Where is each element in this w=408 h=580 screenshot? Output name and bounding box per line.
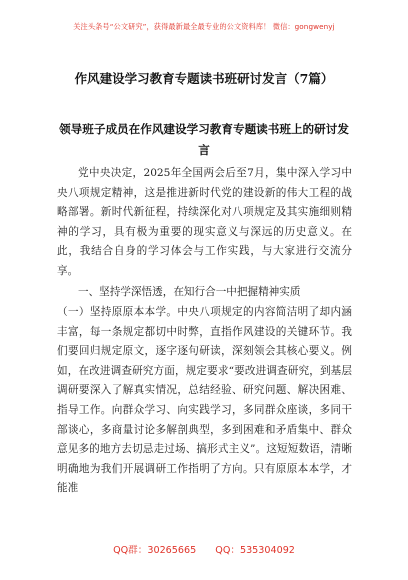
section-title: 领导班子成员在作风建设学习教育专题读书班上的研讨发言: [59, 122, 349, 157]
document-title: 作风建设学习教育专题读书班研讨发言（7篇）: [74, 71, 334, 86]
body-paragraph-intro: 党中央决定，2025年全国两会后至7月，集中深入学习中央八项规定精神，这是推进新时代党的建设新的伟大工程的战略部署。新时代新征程，持续深化对八项规定及其实施细则精神的学习，具有极为重要的现实意义与深远的历史意义。在此，我结合自身的学习体会与工作实践，与大家进行交流分享。: [57, 167, 352, 277]
header-banner: 关注头条号“公文研究”，获得最新最全最专业的公文资料库！ 微信：gongwenyj: [73, 22, 335, 31]
body-paragraph-study: （一）坚持原原本本学。中央八项规定的内容简洁明了却内涵丰富，每一条规定都切中时弊，直指作风建设的关键环节。我们要回归规定原文，逐字逐句研读，深刻领会其核心要义。例如，在改进调查研究方面，规定要求“要改进调查研究，到基层调研要深入了解真实情况，总结经验、研究问题、解决困难、指导工作。向群众学习、向实践学习，多同群众座谈，多同干部谈心，多商量讨论多解剖典型，多到困难和矛盾集中、群众意见多的地方去切忌走过场、搞形式主义”。这短短数语，清晰明确地为我们开展调研工作指明了方向。只有原原本本学，才能准: [57, 306, 352, 495]
footer-qq: QQ：535304092: [215, 545, 295, 556]
body-heading-one: 一、坚持学深悟透，在知行合一中把握精神实质: [78, 286, 301, 298]
footer-contact: [0, 542, 408, 556]
footer-qq-group: QQ群：30265665: [113, 545, 197, 556]
